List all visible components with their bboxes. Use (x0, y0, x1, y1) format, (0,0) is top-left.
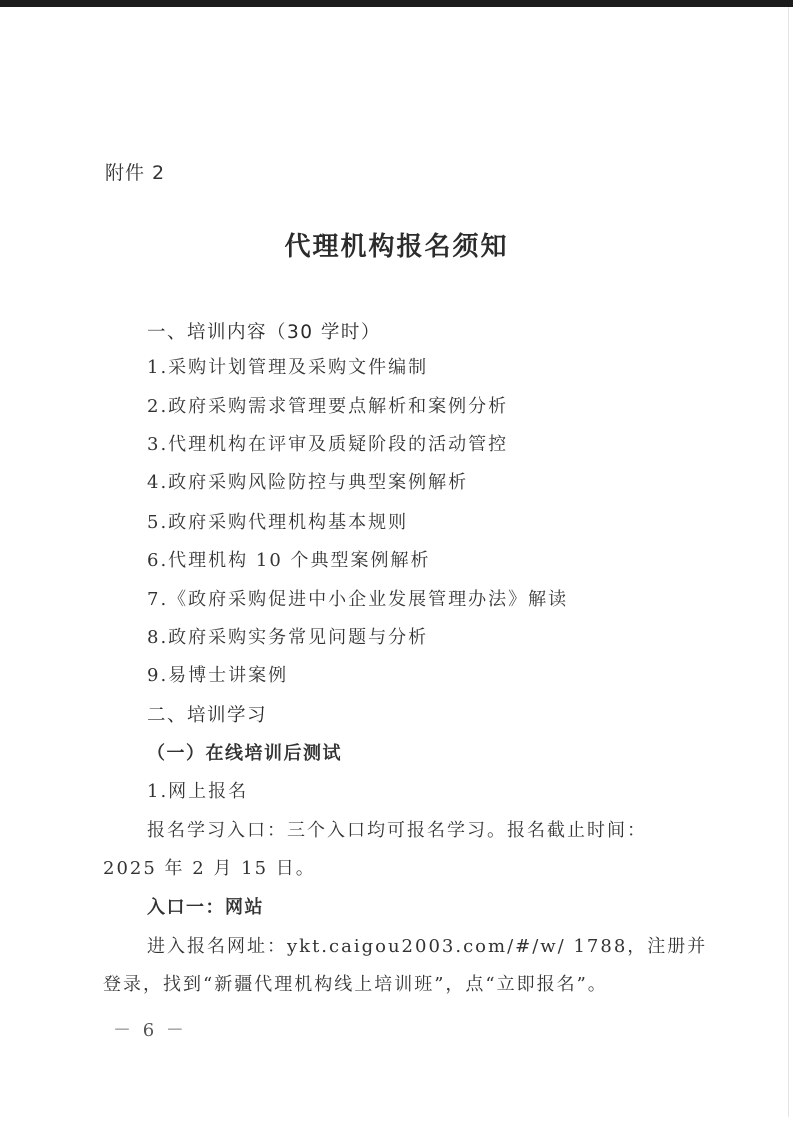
list-item: 6.代理机构 10 个典型案例解析 (147, 550, 431, 571)
list-item: 2.政府采购需求管理要点解析和案例分析 (147, 396, 509, 417)
paragraph-line: 登录，找到“新疆代理机构线上培训班”，点“立即报名”。 (103, 974, 608, 995)
page-number: － 6 － (113, 1020, 187, 1041)
list-item: 7.《政府采购促进中小企业发展管理办法》解读 (147, 589, 569, 610)
list-item: 9.易博士讲案例 (147, 665, 289, 686)
list-item: 3.代理机构在评审及质疑阶段的活动管控 (147, 434, 509, 455)
paragraph-line: 进入报名网址：ykt.caigou2003.com/#/w/ 1788，注册并 (147, 936, 708, 957)
attachment-label: 附件 2 (105, 162, 166, 184)
document-title: 代理机构报名须知 (284, 232, 509, 262)
section-heading-training-content: 一、培训内容（30 学时） (147, 322, 381, 343)
sub-heading-online-training: （一）在线培训后测试 (147, 743, 342, 764)
step-online-registration: 1.网上报名 (147, 781, 249, 802)
list-item: 5.政府采购代理机构基本规则 (147, 512, 409, 533)
paragraph-line: 2025 年 2 月 15 日。 (103, 858, 316, 879)
list-item: 4.政府采购风险防控与典型案例解析 (147, 472, 469, 493)
paragraph-line: 报名学习入口：三个入口均可报名学习。报名截止时间： (147, 820, 647, 841)
scan-top-edge (0, 0, 793, 7)
section-heading-training-study: 二、培训学习 (147, 705, 268, 726)
scan-right-edge (788, 7, 789, 1117)
entry-one-heading: 入口一：网站 (147, 897, 264, 918)
list-item: 8.政府采购实务常见问题与分析 (147, 627, 429, 648)
list-item: 1.采购计划管理及采购文件编制 (147, 357, 429, 378)
